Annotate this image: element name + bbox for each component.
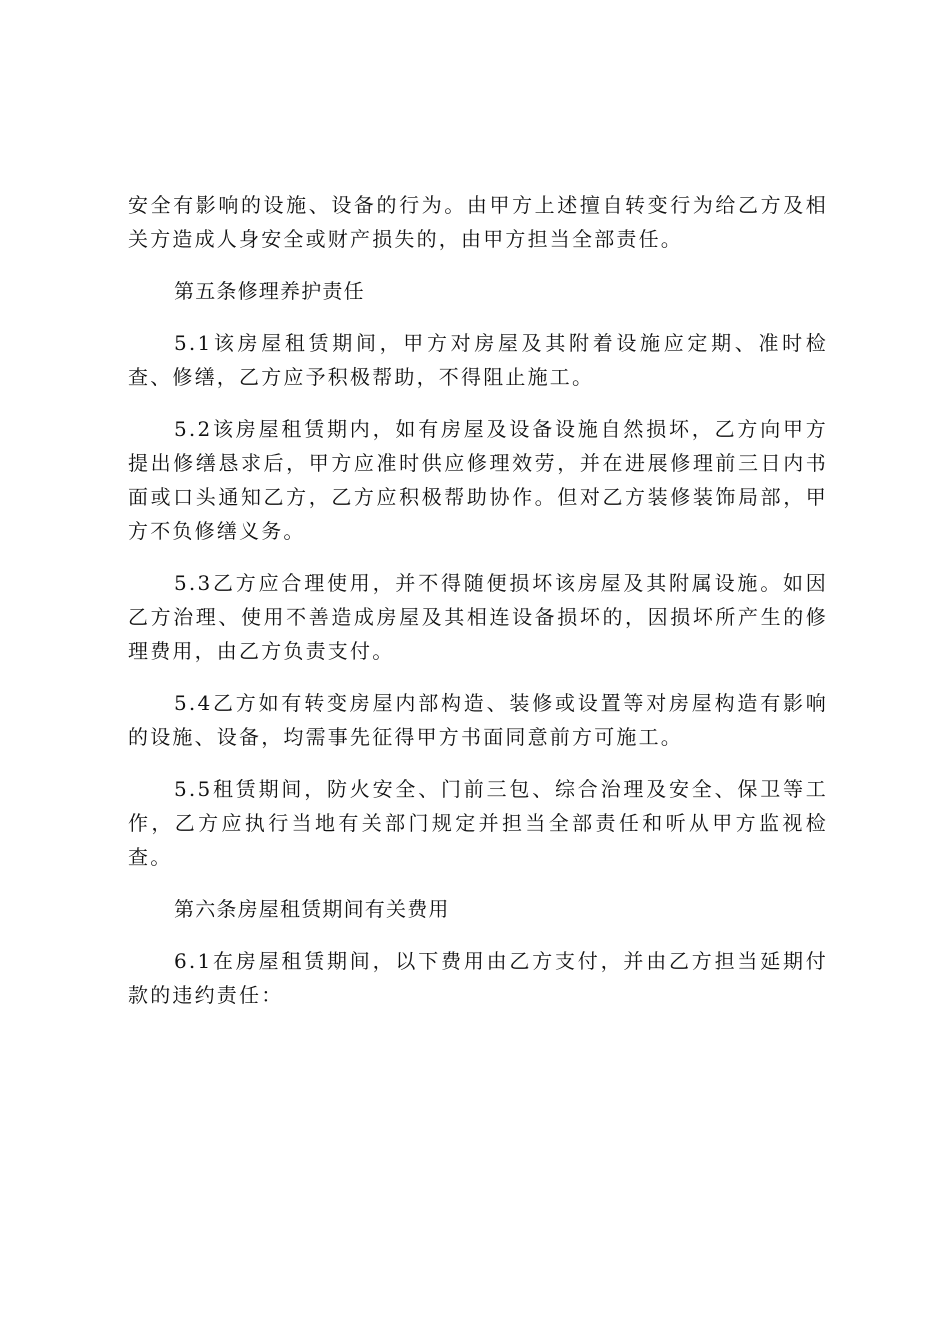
section-heading-article-5: 第五条修理养护责任 bbox=[174, 279, 365, 303]
clause-5-2: 5.2该房屋租赁期内，如有房屋及设备设施自然损坏，乙方向甲方提出修缮恳求后，甲方应准时供应修理效劳，并在进展修理前三日内书面或口头通知乙方，乙方应积极帮助协作。但对乙方装修装饰局部，甲方不负修缮义务。 bbox=[128, 417, 828, 543]
section-heading-article-6: 第六条房屋租赁期间有关费用 bbox=[174, 897, 450, 921]
clause-5-1: 5.1该房屋租赁期间，甲方对房屋及其附着设施应定期、准时检查、修缮，乙方应予积极帮助，不得阻止施工。 bbox=[128, 331, 828, 389]
document-body bbox=[128, 188, 828, 1030]
clause-6-1: 6.1在房屋租赁期间，以下费用由乙方支付，并由乙方担当延期付款的违约责任： bbox=[128, 949, 828, 1007]
clause-5-5: 5.5租赁期间，防火安全、门前三包、综合治理及安全、保卫等工作，乙方应执行当地有关部门规定并担当全部责任和听从甲方监视检查。 bbox=[128, 777, 828, 869]
clause-5-3: 5.3乙方应合理使用，并不得随便损坏该房屋及其附属设施。如因乙方治理、使用不善造成房屋及其相连设备损坏的，因损坏所产生的修理费用，由乙方负责支付。 bbox=[128, 571, 828, 663]
paragraph-continuation: 安全有影响的设施、设备的行为。由甲方上述擅自转变行为给乙方及相关方造成人身安全或财产损失的，由甲方担当全部责任。 bbox=[128, 193, 828, 251]
clause-5-4: 5.4乙方如有转变房屋内部构造、装修或设置等对房屋构造有影响的设施、设备，均需事先征得甲方书面同意前方可施工。 bbox=[128, 691, 828, 749]
